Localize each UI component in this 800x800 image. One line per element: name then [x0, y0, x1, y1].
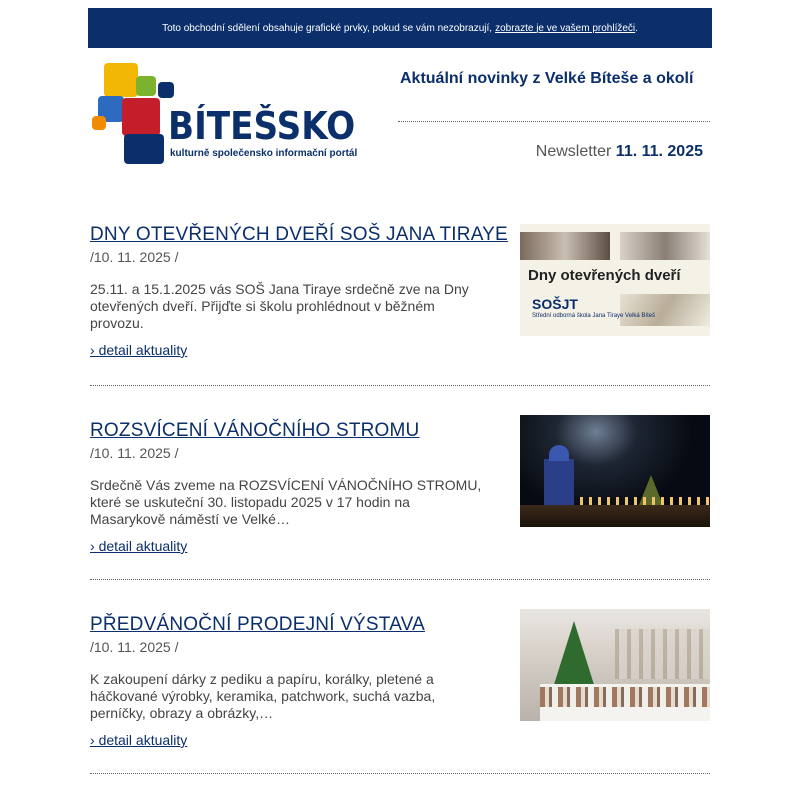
article-title-link[interactable]: PŘEDVÁNOČNÍ PRODEJNÍ VÝSTAVA	[90, 614, 425, 635]
items-shape	[540, 687, 710, 707]
newsletter-date: 11. 11. 2025	[615, 143, 703, 160]
article-item	[90, 224, 710, 358]
newsletter-issue	[536, 143, 703, 161]
article-excerpt: 25.11. a 15.1.2025 vás SOŠ Jana Tiraye srdečně zve na Dny otevřených dveří. Přijďte si školu prohlédnout v běžném provozu.	[90, 281, 469, 331]
logo-square-orange	[92, 116, 106, 130]
logo-square-navy	[124, 134, 164, 164]
chevron-right-icon: ›	[90, 538, 99, 554]
article-date: /10. 11. 2025 /	[90, 249, 179, 265]
article-thumbnail[interactable]	[520, 224, 710, 336]
browser-view-banner	[88, 8, 712, 48]
lights-shape	[580, 497, 710, 505]
photo-strip-right	[620, 232, 710, 260]
chevron-right-icon: ›	[90, 342, 99, 358]
detail-link-label: detail aktuality	[98, 342, 188, 358]
logo-square-green	[136, 76, 156, 96]
article-divider	[90, 385, 710, 386]
logo-square-yellow	[104, 63, 138, 97]
bitessko-logo[interactable]	[88, 60, 358, 165]
newsletter-label: Newsletter	[535, 143, 612, 160]
photo-strip-left	[520, 232, 610, 260]
detail-link[interactable]	[90, 732, 710, 748]
newsletter-headline: Aktuální novinky z Velké Bíteše a okolí	[400, 70, 694, 87]
article-date: /10. 11. 2025 /	[90, 639, 179, 655]
photo-strip-bottom	[620, 294, 710, 326]
article-item	[90, 614, 710, 748]
article-title-link[interactable]: ROZSVÍCENÍ VÁNOČNÍHO STROMU	[90, 420, 420, 441]
ground-shape	[520, 505, 710, 527]
logo-square-red	[122, 98, 160, 136]
detail-link-label: detail aktuality	[98, 732, 188, 748]
article-excerpt: K zakoupení dárky z pediku a papíru, korálky, pletené a háčkované výrobky, keramika, patchwork, suchá vazba, perníčky, obrazy a obrázky,…	[90, 671, 436, 721]
detail-link-label: detail aktuality	[98, 538, 188, 554]
banner-end: .	[635, 22, 638, 34]
thumb-school-logo: SOŠJT	[532, 296, 578, 312]
article-item	[90, 420, 710, 554]
thumb-title: Dny otevřených dveří	[528, 267, 681, 284]
christmas-tree-shape	[552, 621, 596, 691]
article-title-link[interactable]: DNY OTEVŘENÝCH DVEŘÍ SOŠ JANA TIRAYE	[90, 224, 508, 245]
header-divider	[398, 121, 710, 122]
logo-tagline: kulturně společensko informační portál	[170, 148, 358, 159]
thumb-school-name: Střední odborná škola Jana Tiraye Velká Bíteš	[532, 313, 656, 319]
logo-square-darkblue	[158, 82, 174, 98]
detail-link[interactable]	[90, 538, 710, 554]
article-date: /10. 11. 2025 /	[90, 445, 179, 461]
article-thumbnail[interactable]	[520, 415, 710, 527]
article-divider	[90, 773, 710, 774]
logo-wordmark: BÍTEŠSKO	[168, 104, 356, 148]
banner-text: Toto obchodní sdělení obsahuje grafické prvky, pokud se vám nezobrazují,	[162, 22, 493, 34]
wall-shape	[615, 629, 710, 679]
chevron-right-icon: ›	[90, 732, 99, 748]
article-excerpt: Srdečně Vás zveme na ROZSVÍCENÍ VÁNOČNÍHO STROMU, které se uskuteční 30. listopadu 2025 v 17 hodin na Masarykově náměstí ve Velké…	[90, 477, 482, 527]
detail-link[interactable]	[90, 342, 710, 358]
article-thumbnail[interactable]	[520, 609, 710, 721]
article-divider	[90, 579, 710, 580]
view-in-browser-link[interactable]: zobrazte je ve vašem prohlížeči	[495, 22, 636, 34]
